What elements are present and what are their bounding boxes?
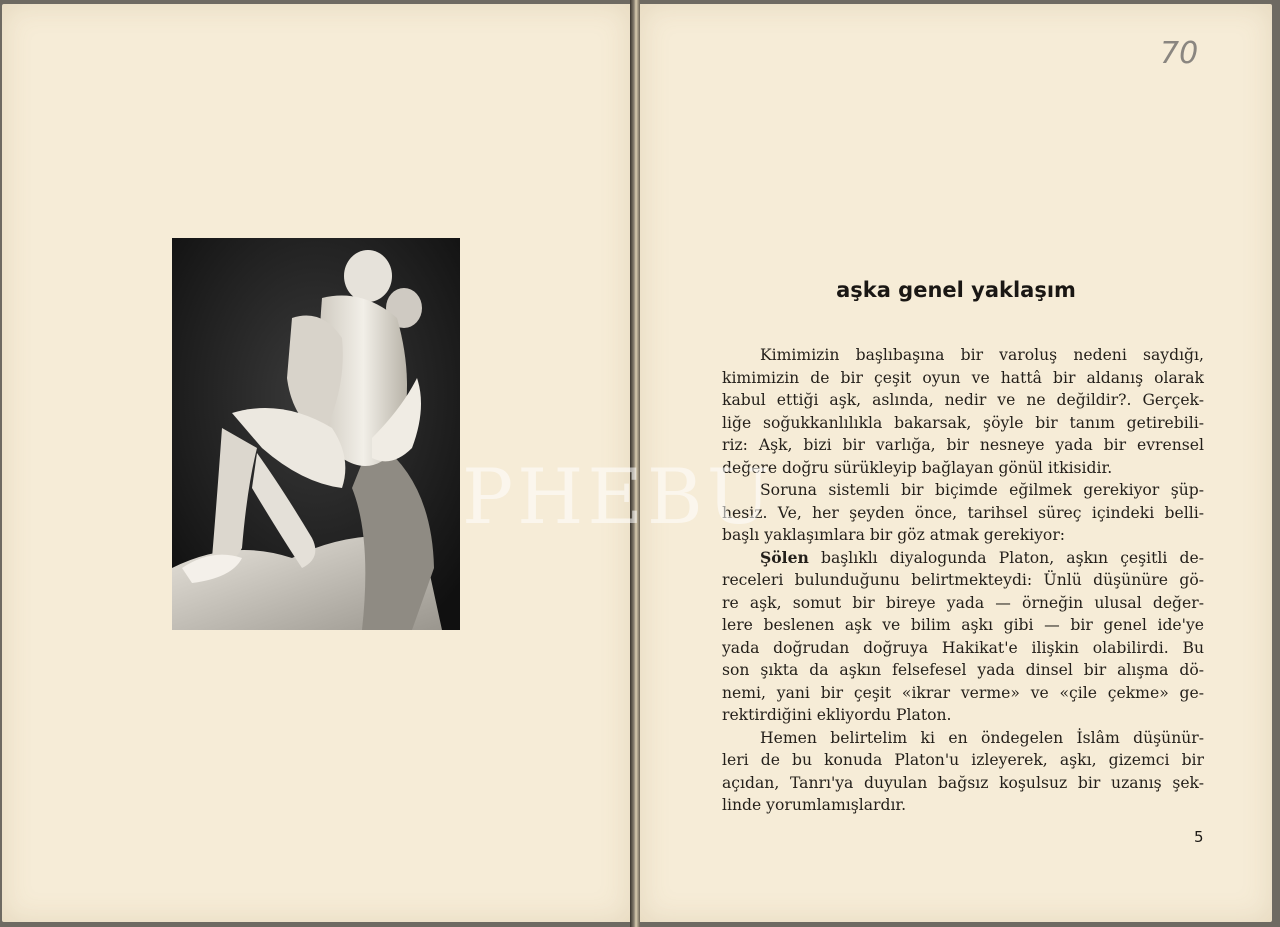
- bold-term: Şölen: [760, 547, 809, 567]
- sculpture-photo: [172, 238, 460, 630]
- left-page: [2, 4, 630, 922]
- text-line: Hemen belirtelim ki en öndegelen İslâm düşünür-: [760, 728, 1204, 747]
- text-line: nemi, yani bir çeşit «ikrar verme» ve «çile çekme» ge-: [722, 683, 1204, 702]
- text-line: receleri bulunduğunu belirtmekteydi: Ünlü düşünüre gö-: [722, 571, 1204, 589]
- text-line: liğe soğukkanlılıkla bakarsak, şöyle bir tanım getirebili-: [722, 413, 1204, 432]
- text-line: Kimimizin başlıbaşına bir varoluş nedeni saydığı,: [760, 346, 1204, 364]
- book-gutter: [630, 0, 640, 927]
- text-line: linde yorumlamışlardır.: [722, 796, 907, 814]
- body-text: [722, 344, 1204, 817]
- text-line: rektirdiğini ekliyordu Platon.: [722, 706, 952, 724]
- text-line: [722, 547, 1204, 570]
- text-fragment: başlıklı diyalogunda Platon, aşkın çeşitli de-: [808, 548, 1204, 567]
- text-line: Soruna sistemli bir biçimde eğilmek gerekiyor şüp-: [760, 481, 1204, 499]
- text-line: kabul ettiği aşk, aslında, nedir ve ne değildir?. Gerçek-: [722, 391, 1204, 409]
- text-line: leri de bu konuda Platon'u izleyerek, aşkı, gizemci bir: [722, 751, 1204, 769]
- text-line: yada doğrudan doğruya Hakikat'e ilişkin olabilirdi. Bu: [722, 638, 1204, 657]
- chapter-title: aşka genel yaklaşım: [836, 278, 1076, 302]
- pencil-annotation: 70: [1160, 36, 1199, 71]
- watermark: PHEBU: [462, 452, 775, 541]
- text-line: re aşk, somut bir bireye yada — örneğin ulusal değer-: [722, 593, 1204, 612]
- text-line: lere beslenen aşk ve bilim aşkı gibi — bir genel ide'ye: [722, 616, 1204, 634]
- text-line: son şıkta da aşkın felsefesel yada dinsel bir alışma dö-: [722, 661, 1204, 679]
- text-line: kimimizin de bir çeşit oyun ve hattâ bir aldanış olarak: [722, 368, 1204, 387]
- text-line: değere doğru sürükleyip bağlayan gönül itkisidir.: [722, 458, 1113, 477]
- text-line: açıdan, Tanrı'ya duyulan bağsız koşulsuz bir uzanış şek-: [722, 773, 1204, 792]
- text-line: riz: Aşk, bizi bir varlığa, bir nesneye yada bir evrensel: [722, 436, 1204, 454]
- text-line: başlı yaklaşımlara bir göz atmak gerekiyor:: [722, 526, 1066, 544]
- page-number: 5: [1194, 828, 1204, 846]
- text-line: hesiz. Ve, her şeyden önce, tarihsel süreç içindeki belli-: [722, 503, 1204, 522]
